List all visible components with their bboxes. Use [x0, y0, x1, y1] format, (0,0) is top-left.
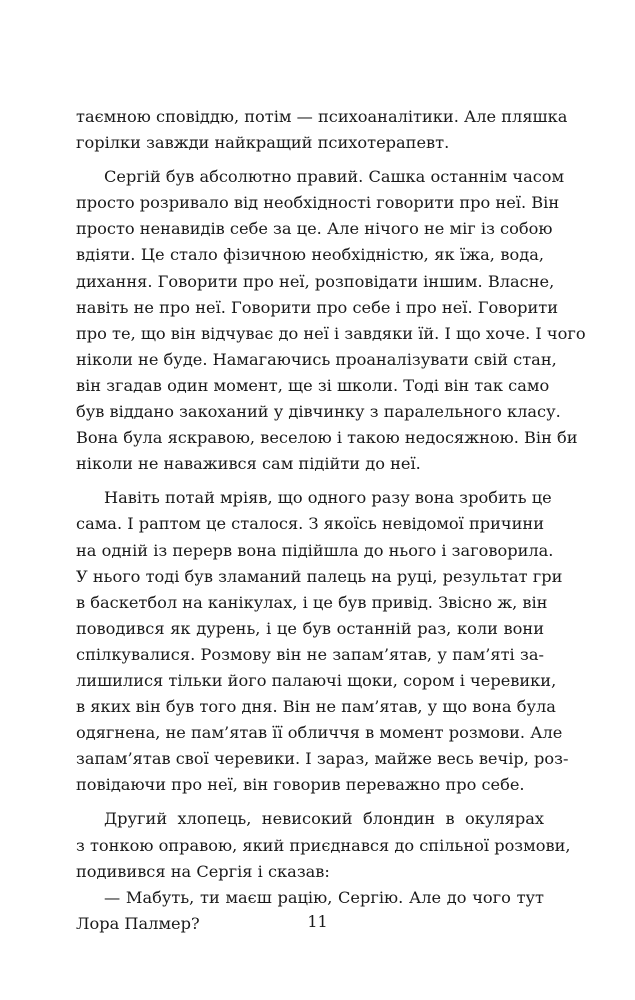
text-line: одягнена, не пам’ятав її обличчя в момент розмови. Але [76, 723, 563, 743]
text-line: сама. І раптом це сталося. З якоїсь невідомої причини [76, 514, 544, 534]
paragraph-gap [76, 798, 544, 806]
text-line: просто розривало від необхідності говорити про неї. Він [76, 193, 560, 213]
text-line: з тонкою оправою, який приєднався до спільної розмови, [76, 835, 571, 855]
text-line: просто ненавидів себе за це. Але нічого не міг із собою [76, 219, 553, 239]
text-line: в яких він був того дня. Він не пам’ятав, у що вона була [76, 697, 556, 717]
text-line: повідаючи про неї, він говорив переважно про себе. [76, 775, 525, 795]
text-line: Лора Палмер? [76, 913, 200, 933]
text-line: поводився як дурень, і це був останній раз, коли вони [76, 618, 544, 638]
text-line: спілкувалися. Розмову він не запам’ятав, у пам’яті за- [76, 644, 544, 664]
page-number: 11 [307, 912, 328, 931]
text-line: він згадав один момент, ще зі школи. Тоді він так само [76, 375, 550, 395]
text-line: ніколи не буде. Намагаючись проаналізувати свій стан, [76, 349, 557, 369]
text-line: в баскетбол на канікулах, і це був привід. Звісно ж, він [76, 592, 548, 612]
paragraph-gap [76, 156, 544, 164]
text-line: лишилися тільки його палаючі щоки, сором і черевики, [76, 670, 557, 690]
text-line: дихання. Говорити про неї, розповідати іншим. Власне, [76, 271, 555, 291]
text-line: запам’ятав свої черевики. І зараз, майже весь вечір, роз- [76, 749, 569, 769]
text-line: подивився на Сергія і сказав: [76, 861, 330, 881]
text-line: горілки завжди найкращий психотерапевт. [76, 133, 450, 153]
text-line: вдіяти. Це стало фізичною необхідністю, як їжа, вода, [76, 245, 544, 265]
text-line: Навіть потай мріяв, що одного разу вона зробить це [104, 488, 552, 508]
text-line: Другий хлопець, невисокий блондин в окулярах [104, 809, 544, 829]
text-line: був віддано закоханий у дівчинку з паралельного класу. [76, 402, 561, 422]
text-line: У нього тоді був зламаний палець на руці, результат гри [76, 566, 563, 586]
text-line: про те, що він відчуває до неї і завдяки їй. І що хоче. І чого [76, 323, 586, 343]
text-line: таємною сповіддю, потім — психоаналітики. Але пляшка [76, 107, 568, 126]
body-text [76, 104, 586, 937]
text-line: на одній із перерв вона підійшла до нього і заговорила. [76, 540, 554, 560]
text-line: Вона була яскравою, веселою і такою недосяжною. Він би [76, 428, 578, 448]
text-line: — Мабуть, ти маєш рацію, Сергію. Але до чого тут [104, 887, 544, 907]
text-line: навіть не про неї. Говорити про себе і про неї. Говорити [76, 297, 558, 317]
text-line: Сергій був абсолютно правий. Сашка останнім часом [104, 167, 565, 187]
text-line: ніколи не наважився сам підійти до неї. [76, 454, 421, 474]
paragraph-gap [76, 477, 544, 485]
